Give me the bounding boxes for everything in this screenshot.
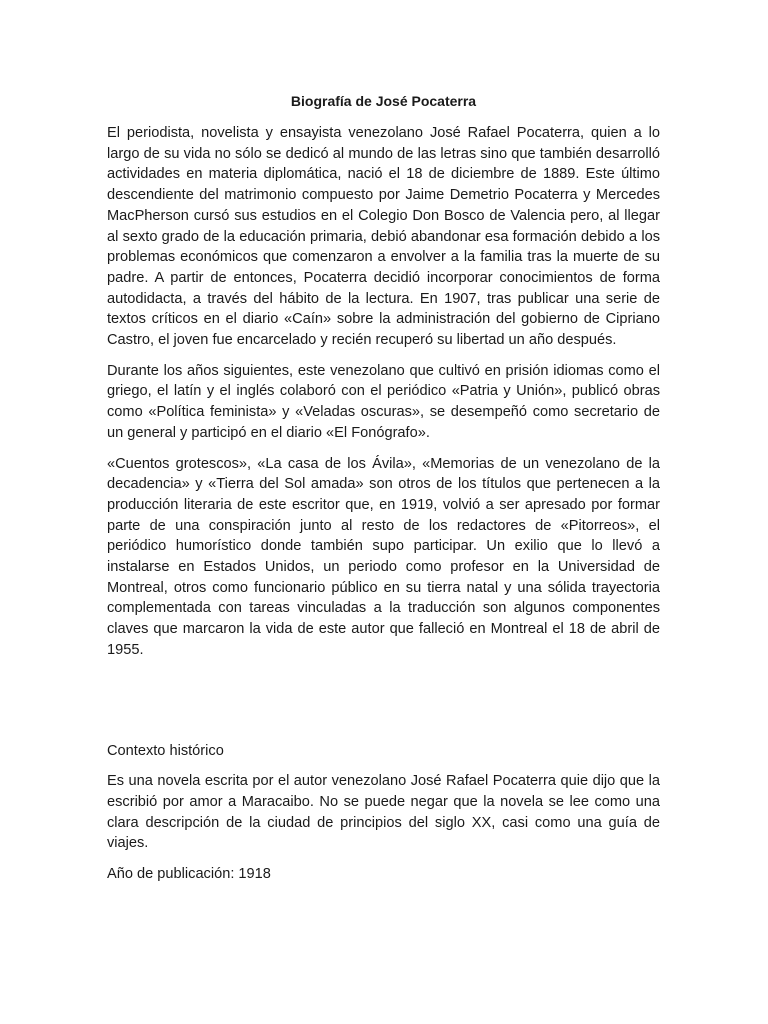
document-title: Biografía de José Pocaterra: [290, 93, 477, 109]
biography-paragraph-1: El periodista, novelista y ensayista venezolano José Rafael Pocaterra, quien a lo largo de su vida no sólo se dedicó al mundo de las letras sino que también desarrolló actividades en materia diplomática, nació el 18 de diciembre de 1889. Este último descendiente del matrimonio compuesto por Jaime Demetrio Pocaterra y Mercedes MacPherson cursó sus estudios en el Colegio Don Bosco de Valencia pero, al llegar al sexto grado de la educación primaria, debió abandonar esa formación debido a los problemas económicos que comenzaron a envolver a la familia tras la muerte de su padre. A partir de entonces, Pocaterra decidió incorporar conocimientos de forma autodidacta, a través del hábito de la lectura. En 1907, tras publicar una serie de textos críticos en el diario «Caín» sobre la administración del gobierno de Cipriano Castro, el joven fue encarcelado y recién recuperó su libertad un año después.: [107, 125, 660, 349]
publication-year-line: Año de publicación: 1918: [107, 866, 271, 883]
context-heading: Contexto histórico: [107, 742, 224, 759]
biography-paragraph-2: Durante los años siguientes, este venezolano que cultivó en prisión idiomas como el griego, el latín y el inglés colaboró con el periódico «Patria y Unión», publicó obras como «Política feminista» y «Veladas oscuras», se desempeñó como secretario de un general y participó en el diario «El Fonógrafo».: [107, 362, 660, 441]
biography-paragraph-3: «Cuentos grotescos», «La casa de los Ávila», «Memorias de un venezolano de la decadencia» y «Tierra del Sol amada» son otros de los títulos que pertenecen a la producción literaria de este escritor que, en 1919, volvió a ser apresado por formar parte de una conspiración junto al resto de los redactores de «Pitorreos», el periódico humorístico donde también supo participar. Un exilio que lo llevó a instalarse en Estados Unidos, un periodo como profesor en la Universidad de Montreal, otros como funcionario público en su tierra natal y una sólida trayectoria complementada con tareas vinculadas a la traducción son algunos componentes claves que marcaron la vida de este autor que falleció en Montreal el 18 de abril de 1955.: [107, 455, 660, 658]
blank-space: [107, 671, 660, 741]
context-paragraph: Es una novela escrita por el autor venezolano José Rafael Pocaterra quie dijo que la escribió por amor a Maracaibo. No se puede negar que la novela se lee como una clara descripción de la ciudad de principios del siglo XX, casi como una guía de viajes.: [107, 773, 660, 852]
document-page: [107, 91, 660, 885]
